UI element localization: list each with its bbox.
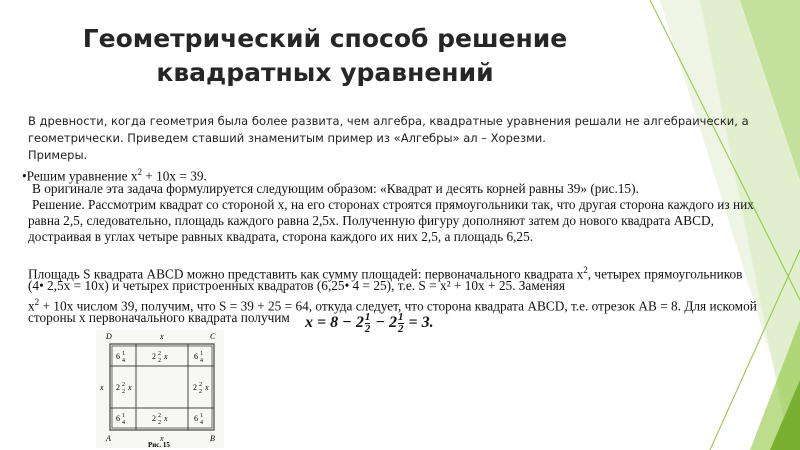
cell-whole: 2 (193, 383, 197, 392)
formula-end: = 3. (404, 314, 434, 332)
fraction-2-numerator: 1 (398, 311, 404, 323)
cell-var: x (205, 383, 209, 392)
para2-line-2: равна 2,5, следовательно, площадь каждого равна 2,5х. Полученную фигуру дополняют затем до нового квадрата АВСD, (28, 213, 714, 228)
bullet-prefix: Решим уравнение х (26, 168, 138, 184)
title-line-2: квадратных уравнений (156, 58, 494, 87)
cell-whole: 2 (152, 414, 156, 423)
cell-num: 2 (122, 382, 125, 388)
cell-num: 2 (158, 413, 161, 419)
para2-line-1: Решение. Рассмотрим квадрат со стороной х, на его сторонах строятся прямоугольники так, что другая сторона каждого из них (32, 197, 754, 212)
cell-num: 1 (122, 413, 125, 419)
formula-mid: − 2 (371, 314, 398, 332)
cell-den: 4 (200, 420, 203, 426)
formula-fraction-2 (398, 312, 404, 335)
cell-var: x (128, 383, 132, 392)
fraction-1-denominator: 2 (364, 323, 371, 335)
para3-line-1a: Площадь S квадрата АВСD можно представить как сумму площадей: первоначального квадрата х (28, 266, 584, 282)
intro-line-2: геометрически. Приведем ставший знаменитым пример из «Алгебры» ал – Хорезми. (28, 131, 546, 145)
corner-label-c: C (210, 332, 216, 341)
cell-whole: 6 (194, 352, 198, 361)
formula-fraction-1 (365, 312, 371, 335)
corner-label-a: A (106, 434, 111, 443)
cell-den: 4 (122, 358, 125, 364)
cell-den: 4 (200, 358, 203, 364)
cell-num: 1 (200, 413, 203, 419)
cell-num: 1 (122, 351, 125, 357)
x-label-top: x (160, 332, 164, 341)
fraction-2-denominator: 2 (398, 323, 404, 335)
solution-formula (305, 312, 434, 335)
formula-lhs: x = 8 − 2 (305, 314, 364, 332)
para2-line-3: достраивая в углах четыре равных квадрата, сторона каждого их них 2,5, а площадь 6,25. (28, 229, 534, 244)
cell-whole: 6 (116, 352, 120, 361)
cell-num: 1 (200, 351, 203, 357)
fraction-1-numerator: 1 (364, 311, 371, 323)
cell-whole: 2 (152, 352, 156, 361)
corner-label-d: D (106, 332, 112, 341)
cell-whole: 2 (116, 383, 120, 392)
slide-title (30, 22, 620, 90)
cell-den: 4 (122, 420, 125, 426)
cell-den: 2 (158, 420, 161, 426)
para3-line-2: (4• 2,5х = 10х) и четырех пристроенных квадратов (6,25• 4 = 25), т.е. S = х² + 10х + 25. Заменяя (28, 278, 565, 293)
cell-den: 2 (122, 389, 125, 395)
cell-whole: 6 (116, 414, 120, 423)
cell-var: x (164, 352, 168, 361)
x-label-left: x (100, 383, 104, 392)
bullet-suffix: + 10х = 39. (141, 168, 207, 184)
para3-exponent-1: 2 (583, 265, 588, 275)
para3-line-4: стороны х первоначального квадрата получим (28, 310, 290, 325)
para3-line-3b: + 10х числом 39, получим, что S = 39 + 25 = 64, откуда следует, что сторона квадрата АВСD, т.е. отрезок АВ = 8. Для искомой (39, 298, 757, 314)
para3-exponent-2: 2 (34, 297, 40, 307)
cell-whole: 6 (194, 414, 198, 423)
figure-15-diagram (96, 330, 224, 448)
x-label-bottom: x (160, 434, 164, 443)
cell-var: x (164, 414, 168, 423)
corner-label-b: B (210, 434, 215, 443)
bullet-exponent: 2 (137, 167, 142, 177)
cell-den: 2 (158, 358, 161, 364)
intro-line-1: В древности, когда геометрия была более развита, чем алгебра, квадратные уравнения решали не алгебраически, а (28, 114, 749, 128)
para3-line-1b: , четырех прямоугольников (587, 266, 743, 282)
example-bullet: •Решим уравнение $х^2 + 10х = 39$. (22, 167, 207, 184)
figure-caption: Рис. 15 (148, 441, 170, 448)
para3-line-3a: х (28, 298, 35, 314)
para1-line-1: В оригинале эта задача формулируется следующим образом: «Квадрат и десять корней равны 39» (рис.15). (32, 181, 639, 196)
title-line-1: Геометрический способ решение (82, 24, 568, 53)
cell-num: 2 (199, 382, 202, 388)
cell-den: 2 (199, 389, 202, 395)
examples-label: Примеры. (28, 148, 88, 162)
cell-num: 2 (158, 351, 161, 357)
